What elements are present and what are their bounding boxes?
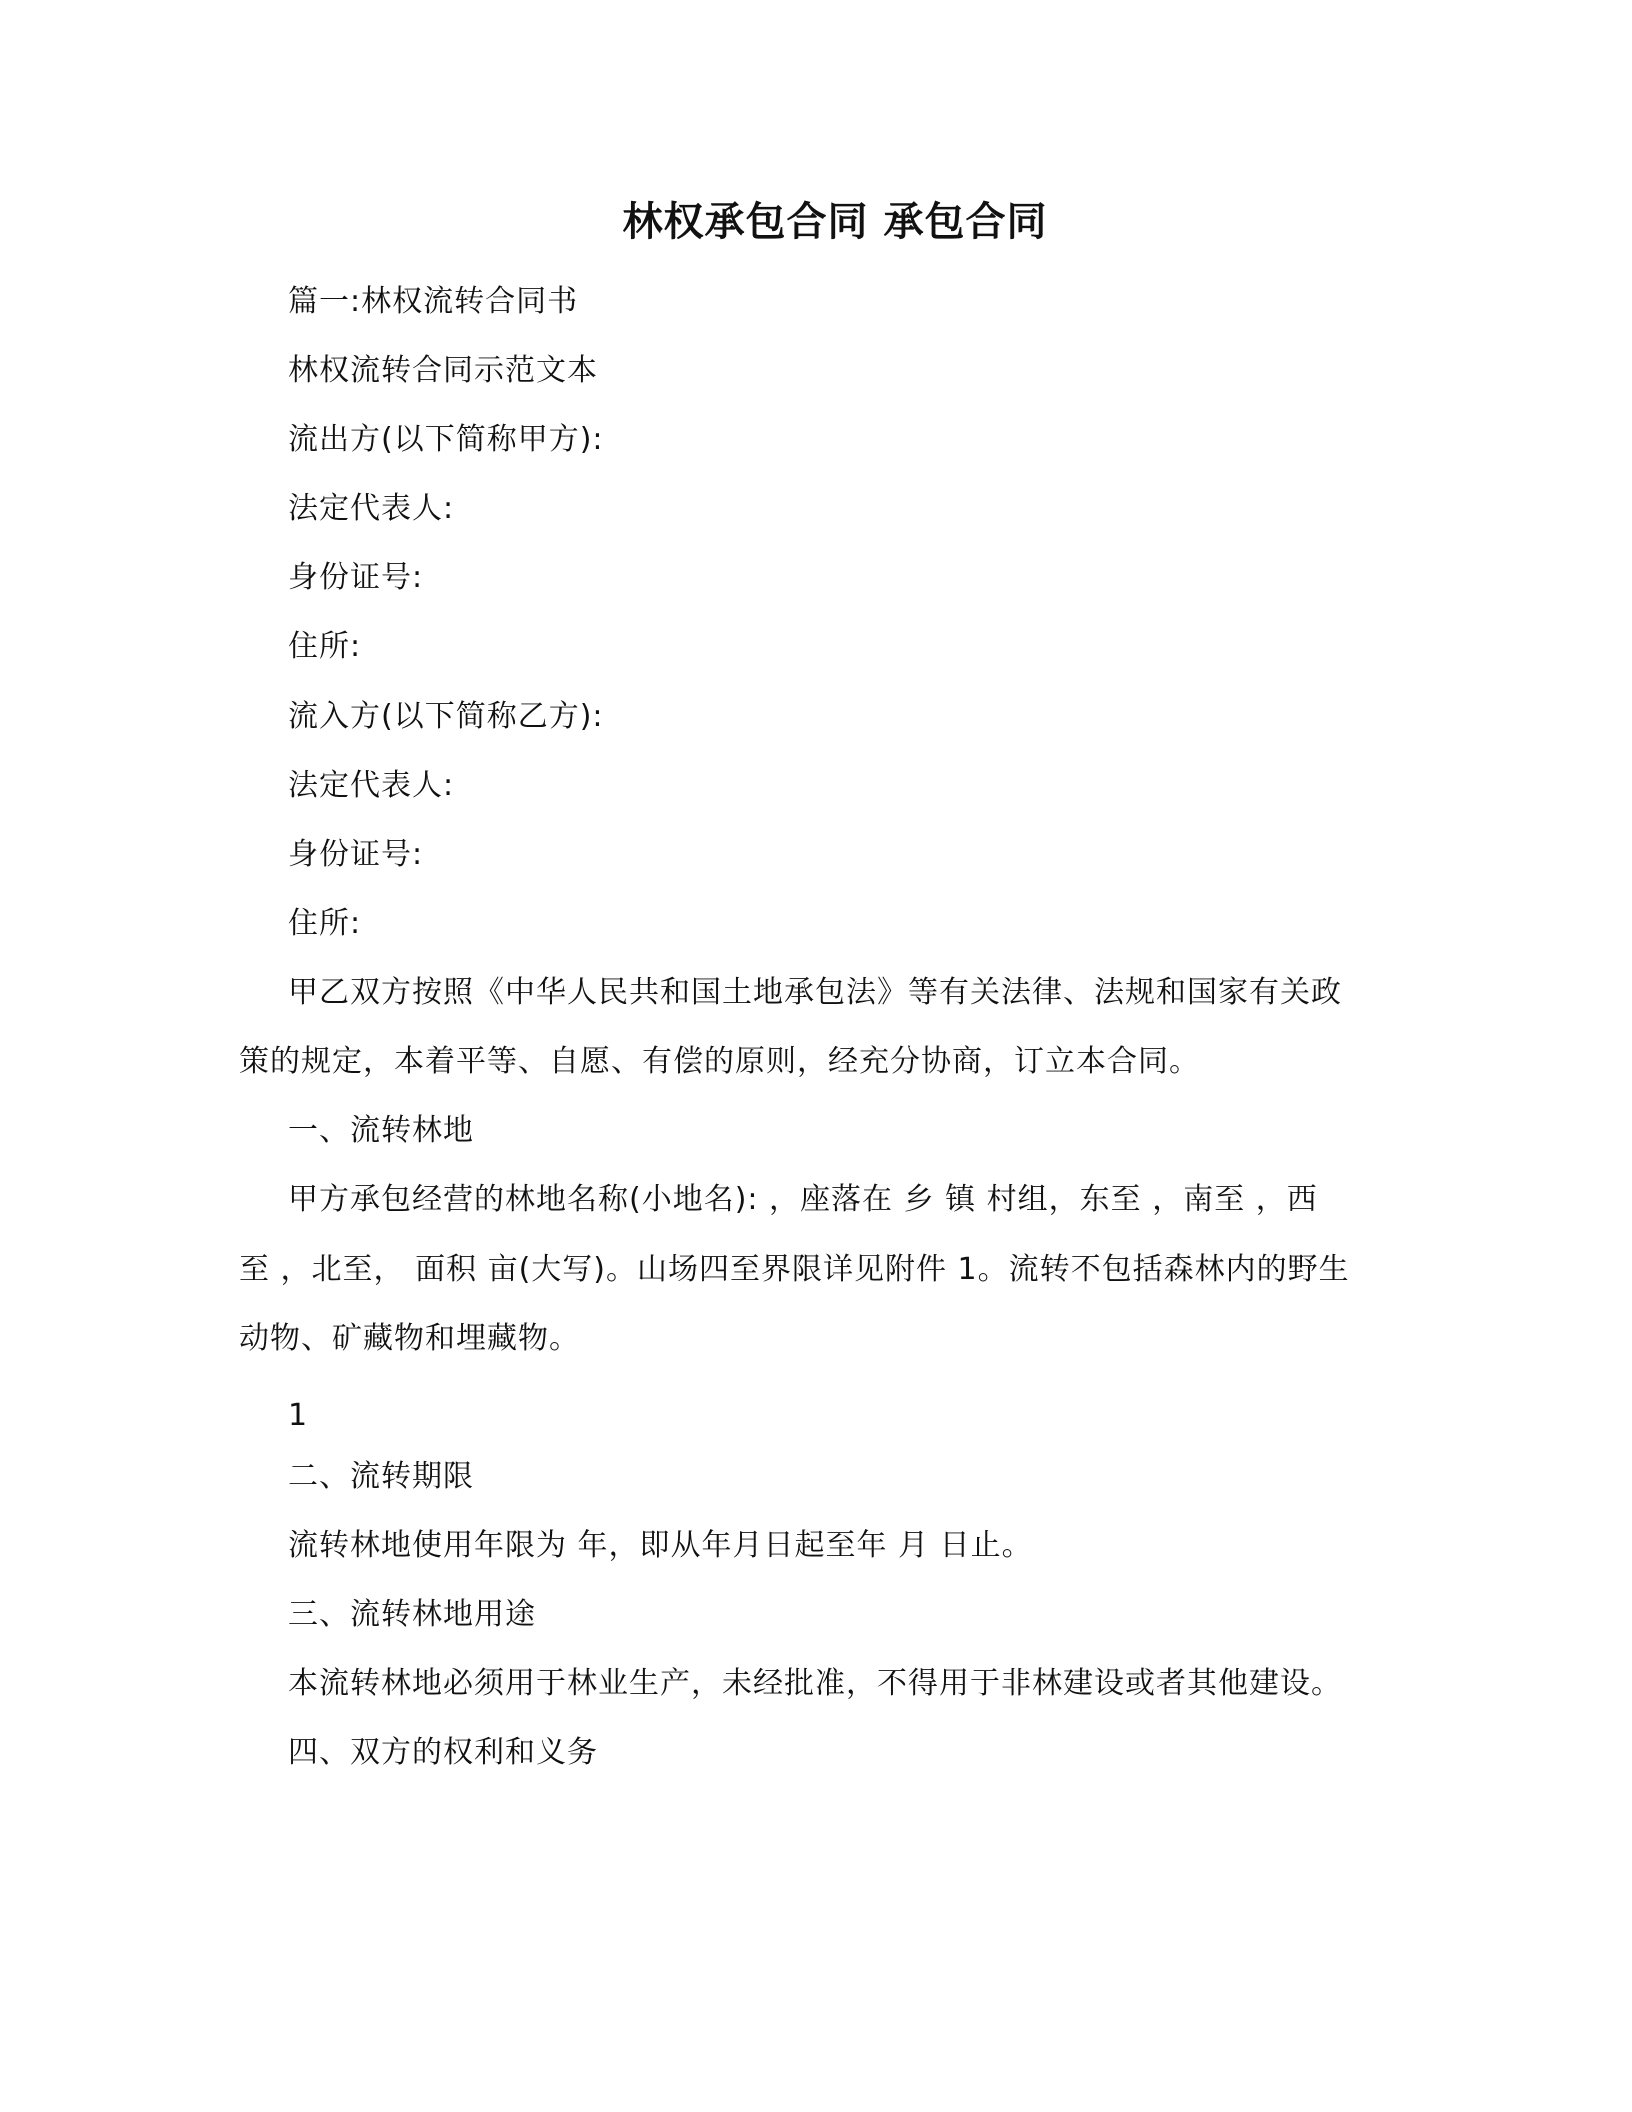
section-heading: 篇一:林权流转合同书 <box>288 284 579 319</box>
paragraph-line: 流转林地使用年限为 年，即从年月日起至年 月 日止。 <box>288 1528 1033 1563</box>
section-heading: 二、流转期限 <box>288 1459 474 1494</box>
section-heading: 三、流转林地用途 <box>288 1597 536 1632</box>
address-label: 住所: <box>288 629 362 664</box>
paragraph-line: 本流转林地必须用于林业生产，未经批准，不得用于非林建设或者其他建设。 <box>288 1666 1342 1701</box>
address-label: 住所: <box>288 906 362 941</box>
party-b-label: 流入方(以下简称乙方): <box>288 699 604 734</box>
paragraph-line: 甲方承包经营的林地名称(小地名): ，座落在 乡 镇 村组，东至 ，南至 ，西 <box>288 1182 1318 1217</box>
text-line: 林权流转合同示范文本 <box>288 353 598 388</box>
section-heading: 四、双方的权利和义务 <box>288 1735 598 1770</box>
id-number-label: 身份证号: <box>288 837 424 872</box>
section-heading: 一、流转林地 <box>288 1113 474 1148</box>
page-number: 1 <box>288 1398 309 1433</box>
legal-representative-label: 法定代表人: <box>288 768 455 803</box>
paragraph-line: 至 ，北至， 面积 亩(大写)。山场四至界限详见附件 1。流转不包括森林内的野生 <box>239 1252 1350 1287</box>
paragraph-line: 动物、矿藏物和埋藏物。 <box>239 1321 580 1356</box>
paragraph-line: 策的规定，本着平等、自愿、有偿的原则，经充分协商，订立本合同。 <box>239 1044 1200 1079</box>
party-a-label: 流出方(以下简称甲方): <box>288 422 604 457</box>
legal-representative-label: 法定代表人: <box>288 491 455 526</box>
document-title: 林权承包合同 承包合同 <box>622 199 1048 245</box>
paragraph-line: 甲乙双方按照《中华人民共和国土地承包法》等有关法律、法规和国家有关政 <box>288 975 1342 1010</box>
id-number-label: 身份证号: <box>288 560 424 595</box>
